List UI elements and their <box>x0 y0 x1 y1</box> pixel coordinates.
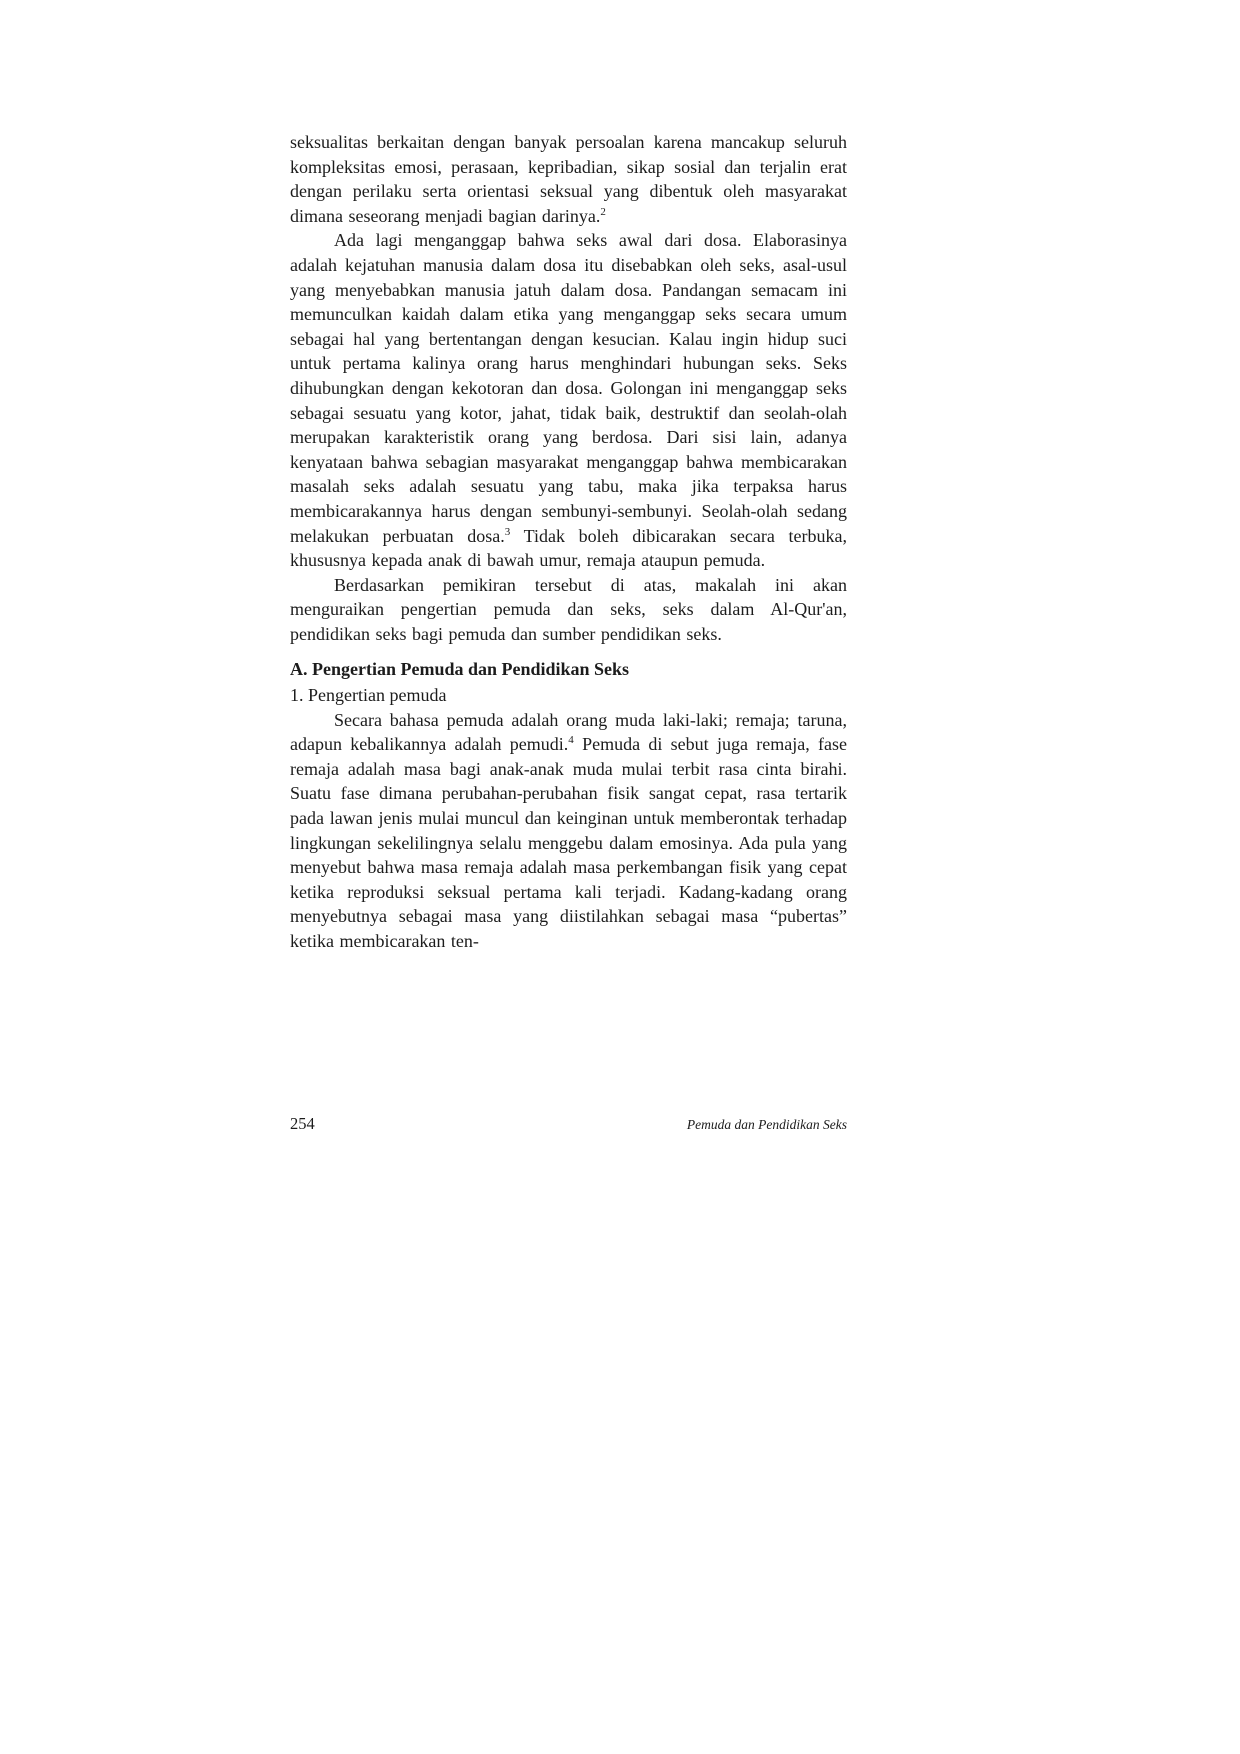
page-number: 254 <box>290 1114 315 1133</box>
footnote-ref-2: 2 <box>600 205 606 218</box>
paragraph-2-text-b: Tidak boleh dibicarakan secara terbuka, khususnya kepada anak di bawah umur, remaja ataupun pemuda. <box>290 525 847 571</box>
paragraph-1-text: seksualitas berkaitan dengan banyak persoalan karena mancakup seluruh kompleksitas emosi, perasaan, kepribadian, sikap sosial dan terjalin erat dengan perilaku serta orientasi seksual yang dibentuk oleh masyarakat dimana seseorang menjadi bagian darinya. <box>290 132 847 226</box>
footnote-ref-4: 4 <box>568 734 574 747</box>
paragraph-4-text-b: Pemuda di sebut juga remaja, fase remaja adalah masa bagi anak-anak muda mulai terbit rasa cinta birahi. Suatu fase dimana perubahan-perubahan fisik sangat cepat, rasa tertarik pada lawan jenis mulai muncul dan keinginan untuk memberontak terhadap lingkungan sekelilingnya selalu menggebu dalam emosinya. Ada pula yang menyebut bahwa masa remaja adalah masa perkembangan fisik yang cepat ketika reproduksi seksual pertama kali terjadi. Kadang-kadang orang menyebutnya sebagai masa yang diistilahkan sebagai masa “pubertas” ketika membicarakan ten- <box>290 734 847 951</box>
paragraph-1 <box>290 130 847 228</box>
paragraph-3-text: Berdasarkan pemikiran tersebut di atas, makalah ini akan menguraikan pengertian pemuda dan seks, seks dalam Al-Qur'an, pendidikan seks bagi pemuda dan sumber pendidikan seks. <box>290 574 847 644</box>
page-footer <box>290 1114 847 1134</box>
footnote-ref-3: 3 <box>504 525 511 538</box>
paragraph-2-text-a: Ada lagi menganggap bahwa seks awal dari dosa. Elaborasinya adalah kejatuhan manusia dalam dosa itu disebabkan oleh seks, asal-usul yang menyebabkan manusia jatuh dalam dosa. Pandangan semacam ini memunculkan kaidah dalam etika yang menganggap seks secara umum sebagai hal yang bertentangan dengan kesucian. Kalau ingin hidup suci untuk pertama kalinya orang harus menghindari hubungan seks. Seks dihubungkan dengan kekotoran dan dosa. Golongan ini menganggap seks sebagai sesuatu yang kotor, jahat, tidak baik, destruktif dan seolah-olah merupakan karakteristik orang yang berdosa. Dari sisi lain, adanya kenyataan bahwa sebagian masyarakat menganggap bahwa membicarakan masalah seks adalah sesuatu yang tabu, maka jika terpaksa harus membicarakannya harus dengan sembunyi-sembunyi. Seolah-olah sedang melakukan perbuatan dosa. <box>290 230 847 546</box>
text-column <box>290 130 847 954</box>
paragraph-4-text-a: Secara bahasa pemuda adalah orang muda laki-laki; remaja; taruna, adapun kebalikannya adalah pemudi. <box>290 709 847 755</box>
paragraph-3 <box>290 573 847 647</box>
paragraph-4 <box>290 708 847 954</box>
paragraph-2 <box>290 228 847 572</box>
running-title: Pemuda dan Pendidikan Seks <box>686 1117 847 1132</box>
subsection-heading-1: 1. Pengertian pemuda <box>290 685 447 706</box>
section-heading-a: A. Pengertian Pemuda dan Pendidikan Seks <box>290 659 630 680</box>
